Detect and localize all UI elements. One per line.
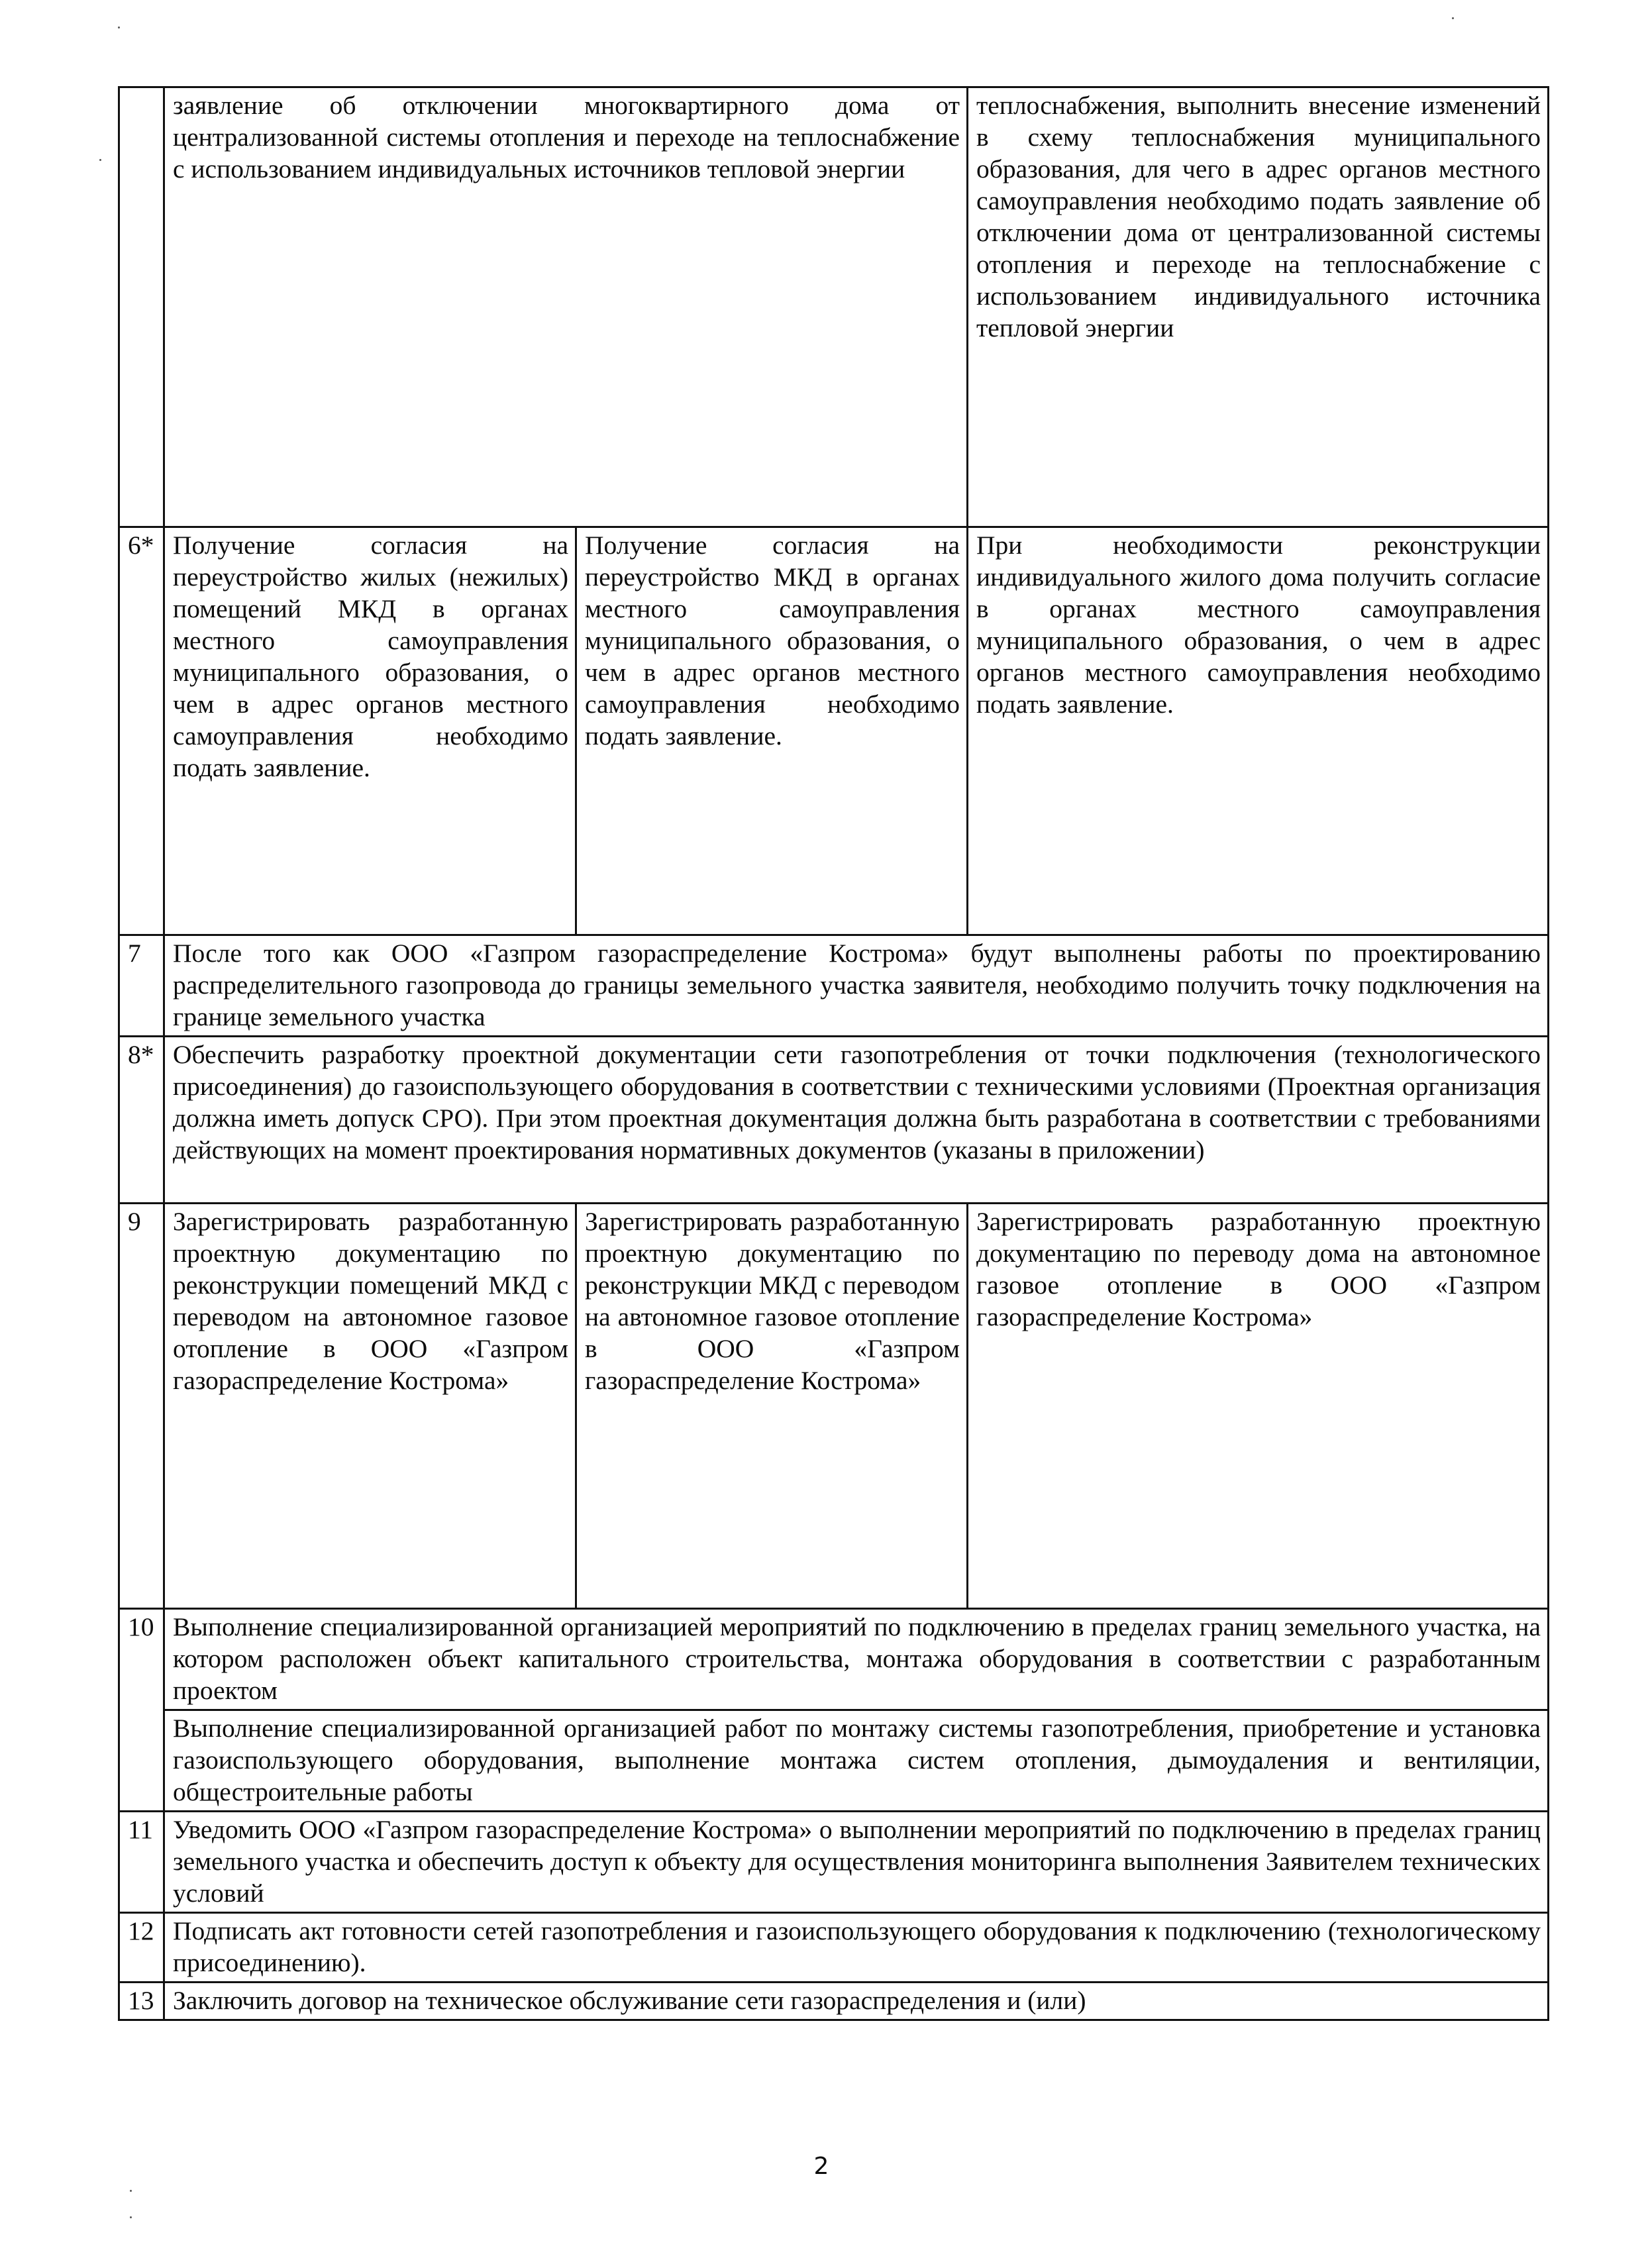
row-number: 12: [119, 1913, 164, 1983]
cell-text: Заключить договор на техническое обслуживание сети газораспределения и (или): [164, 1983, 1549, 2020]
row-number: [119, 87, 164, 527]
scan-speck: [130, 2216, 132, 2218]
row-number: 6*: [119, 527, 164, 935]
row-number: 10: [119, 1609, 164, 1812]
cell-text: Выполнение специализированной организацией мероприятий по подключению в пределах границ земельного участка, на котором расположен объект капитального строительства, монтажа оборудования в соответствии с разработанным проектом: [164, 1609, 1549, 1710]
scan-speck: [99, 159, 101, 161]
page-number: 2: [813, 2153, 829, 2180]
row-number: 11: [119, 1812, 164, 1913]
cell-text: Обеспечить разработку проектной документации сети газопотребления от точки подключения (технологического присоединения) до газоиспользующего оборудования в соответствии с техническими условиями (Проектная организация должна иметь допуск СРО). При этом проектная документация должна быть разработана в соответствии с требованиями действующих на момент проектирования нормативных документов (указаны в приложении): [164, 1037, 1549, 1204]
table-row: [119, 1037, 1549, 1204]
cell-text: Зарегистрировать разработанную проектную документацию по переводу дома на автономное газовое отопление в ООО «Газпром газораспределение Кострома»: [968, 1204, 1549, 1609]
table-row: [119, 527, 1549, 935]
table-row: [119, 935, 1549, 1037]
table-row: [119, 1983, 1549, 2020]
table-row: [119, 1913, 1549, 1983]
cell-text: При необходимости реконструкции индивидуального жилого дома получить согласие в органах местного самоуправления муниципального образования, о чем в адрес органов местного самоуправления необходимо подать заявление.: [968, 527, 1549, 935]
procedure-table: [118, 86, 1549, 2021]
scan-speck: [130, 2190, 132, 2192]
cell-text: Получение согласия на переустройство жилых (нежилых) помещений МКД в органах местного самоуправления муниципального образования, о чем в адрес органов местного самоуправления необходимо подать заявление.: [164, 527, 576, 935]
cell-text: После того как ООО «Газпром газораспределение Кострома» будут выполнены работы по проектированию распределительного газопровода до границы земельного участка заявителя, необходимо получить точку подключения на границе земельного участка: [164, 935, 1549, 1037]
cell-text: Зарегистрировать разработанную проектную документацию по реконструкции МКД с переводом на автономное газовое отопление в ООО «Газпром газораспределение Кострома»: [576, 1204, 968, 1609]
row-number: 13: [119, 1983, 164, 2020]
table-row: [119, 1204, 1549, 1609]
table-row: [119, 1609, 1549, 1710]
table-row: [119, 87, 1549, 527]
cell-text: Уведомить ООО «Газпром газораспределение Кострома» о выполнении мероприятий по подключению в пределах границ земельного участка и обеспечить доступ к объекту для осуществления мониторинга выполнения Заявителем технических условий: [164, 1812, 1549, 1913]
scan-speck: [1452, 17, 1454, 19]
row-number: 9: [119, 1204, 164, 1609]
cell-text: теплоснабжения, выполнить внесение изменений в схему теплоснабжения муниципального образования, для чего в адрес органов местного самоуправления необходимо подать заявление об отключении дома от централизованной системы отопления и переходе на теплоснабжение с использованием индивидуального источника тепловой энергии: [968, 87, 1549, 527]
cell-text: Выполнение специализированной организацией работ по монтажу системы газопотребления, приобретение и установка газоиспользующего оборудования, выполнение монтажа систем отопления, дымоудаления и вентиляции, общестроительные работы: [164, 1710, 1549, 1812]
scan-speck: [118, 26, 120, 28]
table-row: [119, 1710, 1549, 1812]
row-number: 8*: [119, 1037, 164, 1204]
cell-text: Подписать акт готовности сетей газопотребления и газоиспользующего оборудования к подключению (технологическому присоединению).: [164, 1913, 1549, 1983]
row-number: 7: [119, 935, 164, 1037]
cell-text: заявление об отключении многоквартирного дома от централизованной системы отопления и переходе на теплоснабжение с использованием индивидуальных источников тепловой энергии: [164, 87, 968, 527]
table-row: [119, 1812, 1549, 1913]
cell-text: Получение согласия на переустройство МКД в органах местного самоуправления муниципального образования, о чем в адрес органов местного самоуправления необходимо подать заявление.: [576, 527, 968, 935]
cell-text: Зарегистрировать разработанную проектную документацию по реконструкции помещений МКД с переводом на автономное газовое отопление в ООО «Газпром газораспределение Кострома»: [164, 1204, 576, 1609]
